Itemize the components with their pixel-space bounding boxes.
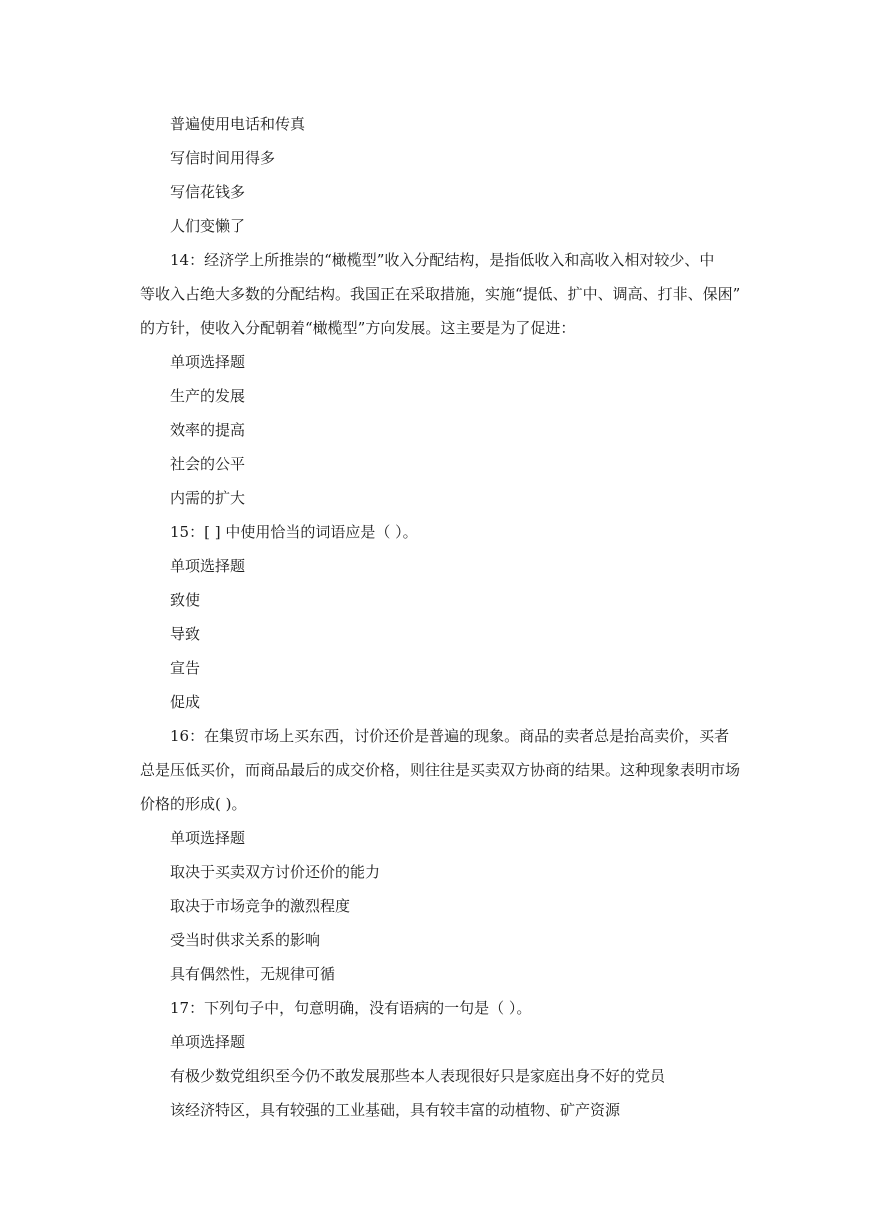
question-17-line-1: 17：下列句子中，句意明确，没有语病的一句是（ ）。: [170, 999, 532, 1017]
option-text: 导致: [170, 625, 201, 643]
option-text: 效率的提高: [170, 421, 246, 439]
option-text: 宣告: [170, 659, 201, 677]
option-text: 人们变懒了: [170, 217, 246, 235]
question-16-line-1: 16：在集贸市场上买东西，讨价还价是普遍的现象。商品的卖者总是抬高卖价，买者: [170, 727, 730, 745]
question-14-line-1: 14：经济学上所推崇的“橄榄型”收入分配结构，是指低收入和高收入相对较少、中: [170, 251, 715, 269]
question-16-line-2: 总是压低买价，而商品最后的成交价格，则往往是买卖双方协商的结果。这种现象表明市场: [140, 761, 741, 779]
option-text: 具有偶然性，无规律可循: [170, 965, 336, 983]
question-15-line-1: 15：[ ] 中使用恰当的词语应是（ ）。: [170, 523, 418, 541]
question-14-line-2: 等收入占绝大多数的分配结构。我国正在采取措施，实施“提低、扩中、调高、打非、保困”: [140, 285, 741, 303]
option-text: 取决于买卖双方讨价还价的能力: [170, 863, 381, 881]
option-text: 社会的公平: [170, 455, 246, 473]
option-text: 该经济特区，具有较强的工业基础，具有较丰富的动植物、矿产资源: [170, 1101, 621, 1119]
question-type: 单项选择题: [170, 829, 246, 847]
question-type: 单项选择题: [170, 557, 246, 575]
option-text: 普遍使用电话和传真: [170, 115, 306, 133]
question-16-line-3: 价格的形成( )。: [140, 795, 247, 813]
option-text: 内需的扩大: [170, 489, 246, 507]
option-text: 促成: [170, 693, 201, 711]
option-text: 取决于市场竞争的激烈程度: [170, 897, 351, 915]
question-type: 单项选择题: [170, 353, 246, 371]
option-text: 生产的发展: [170, 387, 246, 405]
option-text: 写信时间用得多: [170, 149, 276, 167]
question-14-line-3: 的方针，使收入分配朝着“橄榄型”方向发展。这主要是为了促进：: [140, 319, 576, 337]
option-text: 致使: [170, 591, 201, 609]
option-text: 受当时供求关系的影响: [170, 931, 321, 949]
question-type: 单项选择题: [170, 1033, 246, 1051]
document-content: [140, 107, 741, 1127]
option-text: 有极少数党组织至今仍不敢发展那些本人表现很好只是家庭出身不好的党员: [170, 1067, 666, 1085]
option-text: 写信花钱多: [170, 183, 246, 201]
